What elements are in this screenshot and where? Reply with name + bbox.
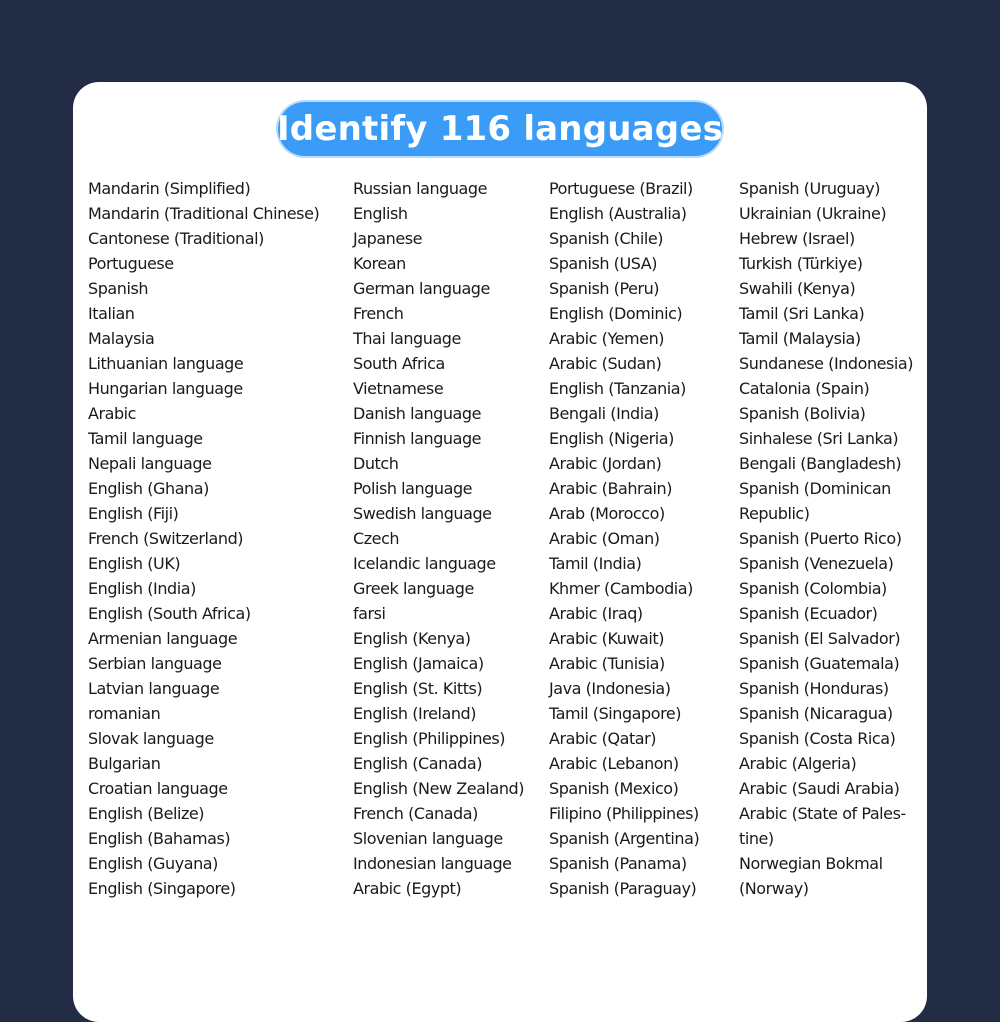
language-item: English (Bahamas) [88, 829, 231, 848]
language-item: Spanish (Mexico) [549, 779, 679, 798]
language-item: English (St. Kitts) [353, 679, 483, 698]
language-item: romanian [88, 704, 161, 723]
language-item: Arabic (Qatar) [549, 729, 657, 748]
language-item: Khmer (Cambodia) [549, 579, 693, 598]
language-item: English (Dominic) [549, 304, 683, 323]
language-item: Lithuanian language [88, 354, 244, 373]
language-item: Java (Indonesia) [549, 679, 671, 698]
language-item: English (Ireland) [353, 704, 477, 723]
language-item: English (Belize) [88, 804, 205, 823]
language-item: Arabic [88, 404, 137, 423]
language-item: Swedish language [353, 504, 492, 523]
language-column-2 [353, 176, 524, 901]
language-item: Korean [353, 254, 406, 273]
language-item: Dutch [353, 454, 399, 473]
language-item: Tamil (Malaysia) [739, 329, 861, 348]
language-item: Arabic (Jordan) [549, 454, 662, 473]
language-item: Arabic (Algeria) [739, 754, 857, 773]
page-title: Identify 116 languages [276, 109, 724, 149]
language-item: English (Canada) [353, 754, 483, 773]
language-item: Turkish (Türkiye) [739, 254, 863, 273]
language-item: Filipino (Philippines) [549, 804, 699, 823]
language-item: tine) [739, 829, 774, 848]
language-item: French (Switzerland) [88, 529, 244, 548]
language-item: Tamil (Singapore) [549, 704, 682, 723]
language-item: Slovak language [88, 729, 214, 748]
language-item: Bulgarian [88, 754, 161, 773]
language-item: Swahili (Kenya) [739, 279, 856, 298]
language-item: Portuguese (Brazil) [549, 179, 693, 198]
language-item: Spanish (Ecuador) [739, 604, 878, 623]
language-item: Spanish (Colombia) [739, 579, 887, 598]
language-item: Spanish (Argentina) [549, 829, 700, 848]
language-item: Sinhalese (Sri Lanka) [739, 429, 899, 448]
language-item: Armenian language [88, 629, 238, 648]
language-item: Italian [88, 304, 135, 323]
language-item: Arabic (Oman) [549, 529, 660, 548]
language-item: English (Australia) [549, 204, 687, 223]
language-item: South Africa [353, 354, 445, 373]
language-item: Latvian language [88, 679, 220, 698]
language-item: Arabic (Yemen) [549, 329, 665, 348]
language-item: Spanish (Panama) [549, 854, 687, 873]
language-item: (Norway) [739, 879, 809, 898]
language-item: Norwegian Bokmal [739, 854, 883, 873]
language-item: English (Fiji) [88, 504, 179, 523]
language-item: English (South Africa) [88, 604, 251, 623]
language-item: Polish language [353, 479, 473, 498]
language-item: Nepali language [88, 454, 212, 473]
language-item: Spanish (Peru) [549, 279, 660, 298]
language-item: Spanish (Uruguay) [739, 179, 881, 198]
language-item: English (Tanzania) [549, 379, 686, 398]
language-item: German language [353, 279, 490, 298]
language-item: Spanish (Nicaragua) [739, 704, 893, 723]
language-item: Ukrainian (Ukraine) [739, 204, 887, 223]
language-item: Tamil language [88, 429, 203, 448]
language-item: English (Jamaica) [353, 654, 484, 673]
language-item: English (Singapore) [88, 879, 236, 898]
language-item: Republic) [739, 504, 810, 523]
language-item: Spanish (Paraguay) [549, 879, 697, 898]
language-item: Thai language [353, 329, 461, 348]
language-column-3 [549, 176, 699, 901]
language-item: English (New Zealand) [353, 779, 525, 798]
language-item: Arabic (Sudan) [549, 354, 662, 373]
language-item: Spanish (Puerto Rico) [739, 529, 902, 548]
language-item: Tamil (Sri Lanka) [739, 304, 865, 323]
language-item: English (India) [88, 579, 196, 598]
language-item: Spanish (Venezuela) [739, 554, 894, 573]
language-item: Sundanese (Indonesia) [739, 354, 914, 373]
language-item: Czech [353, 529, 400, 548]
language-item: Tamil (India) [549, 554, 642, 573]
language-column-1 [88, 176, 319, 901]
language-item: English [353, 204, 408, 223]
language-item: Icelandic language [353, 554, 496, 573]
language-item: Vietnamese [353, 379, 444, 398]
language-item: Hungarian language [88, 379, 243, 398]
language-item: Greek language [353, 579, 474, 598]
language-item: Arabic (Bahrain) [549, 479, 672, 498]
language-item: Arabic (State of Pales- [739, 804, 906, 823]
language-item: Hebrew (Israel) [739, 229, 855, 248]
language-item: Catalonia (Spain) [739, 379, 870, 398]
language-item: English (UK) [88, 554, 181, 573]
language-item: Spanish (El Salvador) [739, 629, 901, 648]
language-item: Serbian language [88, 654, 222, 673]
language-item: English (Ghana) [88, 479, 209, 498]
language-item: Arabic (Lebanon) [549, 754, 679, 773]
language-item: Malaysia [88, 329, 155, 348]
language-item: Arabic (Tunisia) [549, 654, 665, 673]
language-item: Slovenian language [353, 829, 503, 848]
language-item: Spanish [88, 279, 149, 298]
language-item: Finnish language [353, 429, 482, 448]
language-item: Japanese [353, 229, 423, 248]
language-item: English (Kenya) [353, 629, 471, 648]
language-item: Mandarin (Traditional Chinese) [88, 204, 320, 223]
language-item: Bengali (India) [549, 404, 659, 423]
language-item: Spanish (Chile) [549, 229, 664, 248]
language-item: English (Guyana) [88, 854, 218, 873]
language-item: Spanish (Dominican [739, 479, 891, 498]
language-item: Danish language [353, 404, 482, 423]
language-item: farsi [353, 604, 386, 623]
language-item: English (Nigeria) [549, 429, 674, 448]
language-item: Cantonese (Traditional) [88, 229, 264, 248]
language-item: French (Canada) [353, 804, 478, 823]
language-item: Spanish (Honduras) [739, 679, 889, 698]
language-item: Arabic (Kuwait) [549, 629, 664, 648]
language-item: Croatian language [88, 779, 228, 798]
language-item: Mandarin (Simplified) [88, 179, 251, 198]
language-item: English (Philippines) [353, 729, 506, 748]
language-item: Indonesian language [353, 854, 512, 873]
language-item: Spanish (Costa Rica) [739, 729, 896, 748]
language-item: Russian language [353, 179, 487, 198]
language-item: Arab (Morocco) [549, 504, 665, 523]
language-item: Arabic (Egypt) [353, 879, 462, 898]
language-item: Bengali (Bangladesh) [739, 454, 902, 473]
title-banner [278, 102, 722, 156]
language-item: Spanish (USA) [549, 254, 658, 273]
language-item: Spanish (Bolivia) [739, 404, 866, 423]
language-column-4 [739, 176, 913, 901]
language-item: Arabic (Saudi Arabia) [739, 779, 900, 798]
language-item: Portuguese [88, 254, 174, 273]
language-item: French [353, 304, 404, 323]
language-item: Spanish (Guatemala) [739, 654, 900, 673]
language-item: Arabic (Iraq) [549, 604, 643, 623]
